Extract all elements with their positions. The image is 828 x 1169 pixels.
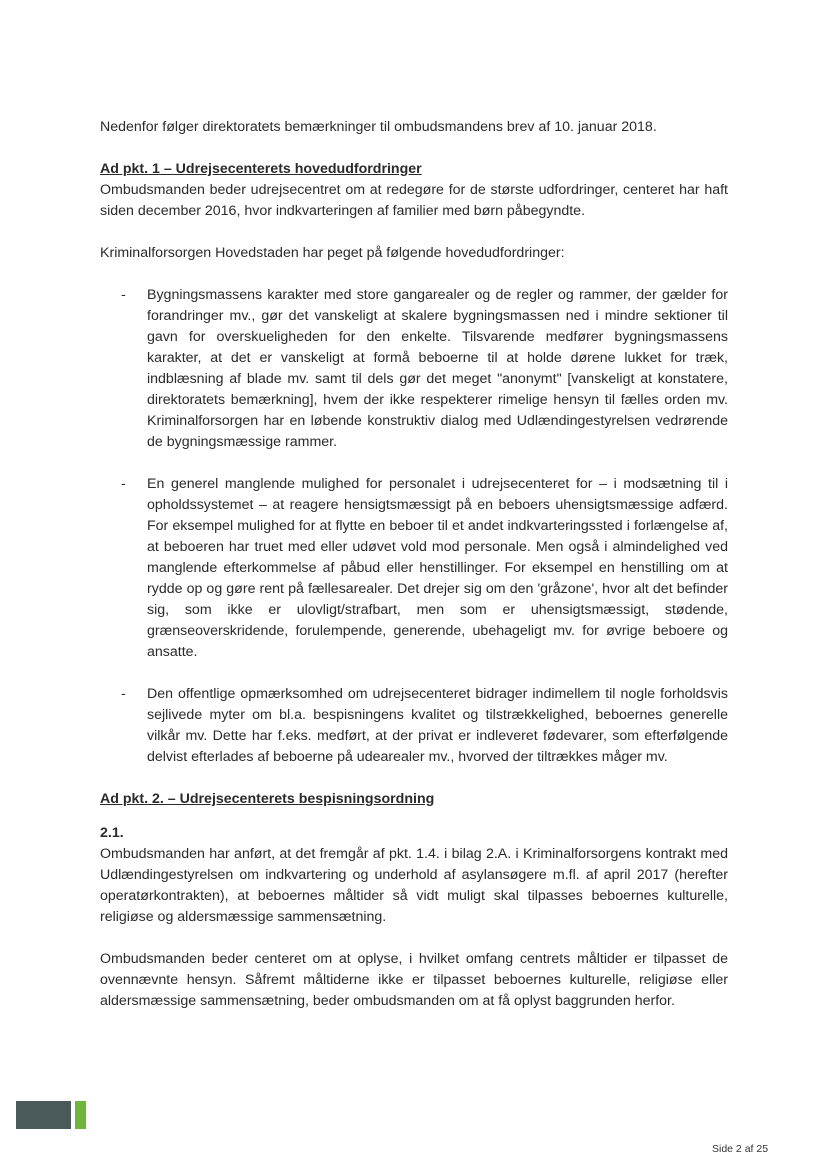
list-item-text: Den offentlige opmærksomhed om udrejsecenteret bidrager indimellem til nogle forholdsvis sejlivede myter om bl.a. bespisningens kvalitet og tilstrækkelighed, beboernes generelle vilkår mv. Dette har f.eks. medført, at der privat er indleveret fødevarer, som efterfølgende delvist efterlades af beboerne på udearealer mv., hvorved der tiltrækkes måger mv. xyxy=(147,686,728,765)
intro-paragraph: Nedenfor følger direktoratets bemærkninger til ombudsmandens brev af 10. januar 2018. xyxy=(100,119,657,135)
list-item-text: Bygningsmassens karakter med store gangarealer og de regler og rammer, der gælder for forandringer mv., gør det vanskeligt at skalere bygningsmassen ned i mindre sektioner til gavn for overskueligheden for den enkelte. Tilsvarende medfører bygningsmassens karakter, at det er vanskeligt at formå beboerne til at holde dørene lukket for træk, indblæsning af blade mv. samt til dels gør det meget "anonymt" [vanskeligt at konstatere, direktoratets bemærkning], hvem der ikke respekterer rimelige hensyn til fælles orden mv. Kriminalforsorgen har en løbende konstruktiv dialog med Udlændingestyrelsen vedrørende de bygningsmæssige rammer. xyxy=(147,287,728,450)
list-item xyxy=(100,684,728,768)
section2-paragraph-2: Ombudsmanden beder centeret om at oplyse, i hvilket omfang centrets måltider er tilpasset de ovennævnte hensyn. Såfremt måltiderne ikke er tilpasset beboernes kulturelle, religiøse eller aldersmæssige sammensætning, beder ombudsmanden om at få oplyst baggrunden herfor. xyxy=(100,951,728,1009)
list-item-text: En generel manglende mulighed for personalet i udrejsecenteret for – i modsætning til i opholdssystemet – at reagere hensigtsmæssigt på en beboers uhensigtsmæssige adfærd. For eksempel mulighed for at flytte en beboer til et andet indkvarteringssted i forlængelse af, at beboeren har truet med eller udøvet vold mod personale. Men også i almindelighed ved manglende efterkommelse af påbud eller henstillinger. For eksempel en henstilling om at rydde op og gøre rent på fællesarealer. Det drejer sig om den 'gråzone', hvor alt det befinder sig, som ikke er ulovligt/strafbart, men som er uhensigtsmæssigt, stødende, grænseoverskridende, forulempende, generende, ubehageligt mv. for øvrige beboere og ansatte. xyxy=(147,476,728,660)
section2-paragraph-1: Ombudsmanden har anført, at det fremgår af pkt. 1.4. i bilag 2.A. i Kriminalforsorgens kontrakt med Udlændingestyrelsen om indkvartering og underhold af asylansøgere m.fl. af april 2017 (herefter operatørkontrakten), at beboernes måltider så vidt muligt skal tilpasses beboernes kulturelle, religiøse og aldersmæssige sammensætning. xyxy=(100,846,728,925)
section1-paragraph-2: Kriminalforsorgen Hovedstaden har peget på følgende hovedudfordringer: xyxy=(100,245,565,261)
list-item xyxy=(100,285,728,453)
page-content xyxy=(100,117,728,1012)
bullet-marker: - xyxy=(121,287,126,303)
footer-dark-bar xyxy=(16,1101,71,1129)
bullet-marker: - xyxy=(121,686,126,702)
challenges-list xyxy=(100,285,728,768)
section2-heading: Ad pkt. 2. – Udrejsecenterets bespisningsordning xyxy=(100,791,435,807)
section2-subnumber: 2.1. xyxy=(100,825,124,841)
footer-green-bar xyxy=(75,1101,86,1129)
page-number: Side 2 af 25 xyxy=(712,1143,769,1155)
section1-paragraph-1: Ombudsmanden beder udrejsecentret om at redegøre for de største udfordringer, centeret har haft siden december 2016, hvor indkvarteringen af familier med børn påbegyndte. xyxy=(100,182,728,219)
section1-heading: Ad pkt. 1 – Udrejsecenterets hovedudfordringer xyxy=(100,161,422,177)
bullet-marker: - xyxy=(121,476,126,492)
list-item xyxy=(100,474,728,663)
